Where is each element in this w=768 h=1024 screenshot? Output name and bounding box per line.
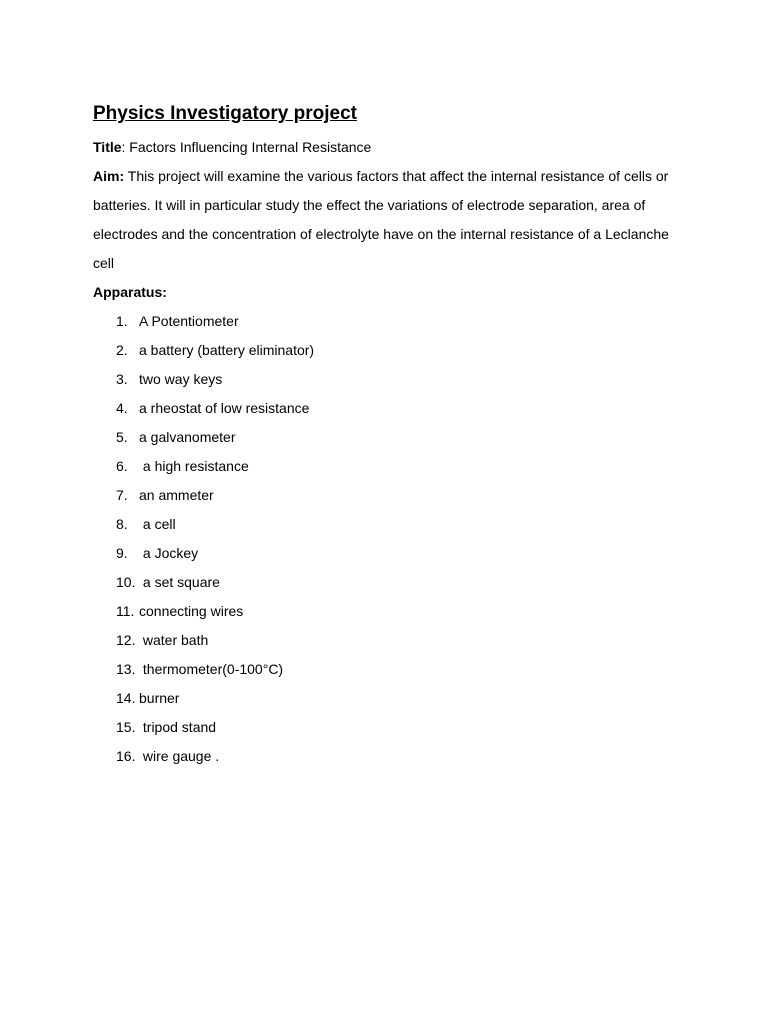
list-item-text: a cell — [139, 516, 176, 532]
list-item — [93, 394, 693, 423]
list-item-number: 2. — [116, 342, 128, 358]
list-item-number: 14. — [116, 690, 136, 706]
list-item-text: a set square — [139, 574, 220, 590]
aim-paragraph — [93, 162, 693, 278]
list-item — [93, 742, 693, 771]
list-item — [93, 626, 693, 655]
list-item-text: a rheostat of low resistance — [139, 400, 310, 416]
list-item-text: water bath — [139, 632, 209, 648]
list-item-number: 12. — [116, 632, 136, 648]
page-heading: Physics Investigatory project — [93, 103, 357, 124]
list-item-text: wire gauge . — [139, 748, 220, 764]
list-item-number: 9. — [116, 545, 128, 561]
list-item-text: burner — [139, 690, 180, 706]
list-item-text: an ammeter — [139, 487, 214, 503]
list-item-text: tripod stand — [139, 719, 217, 735]
title-label: Title — [93, 139, 122, 155]
list-item — [93, 336, 693, 365]
list-item-text: a Jockey — [139, 545, 199, 561]
list-item-text: a galvanometer — [139, 429, 236, 445]
list-item-number: 8. — [116, 516, 128, 532]
list-item — [93, 597, 693, 626]
list-item-text: two way keys — [139, 371, 223, 387]
list-item-number: 1. — [116, 313, 128, 329]
list-item — [93, 539, 693, 568]
aim-text: This project will examine the various factors that affect the internal resistance of cells or batteries. It will in particular study the effect the variations of electrode separation, area of electrodes and the concentration of electrolyte have on the internal resistance of a Leclanche cell — [93, 168, 669, 271]
list-item-number: 7. — [116, 487, 128, 503]
list-item — [93, 481, 693, 510]
aim-label: Aim: — [93, 168, 125, 184]
apparatus-list — [93, 307, 693, 771]
list-item-number: 3. — [116, 371, 128, 387]
list-item-text: connecting wires — [139, 603, 244, 619]
list-item-number: 11. — [116, 603, 135, 619]
list-item-number: 4. — [116, 400, 128, 416]
list-item-text: a battery (battery eliminator) — [139, 342, 315, 358]
document-page — [93, 100, 693, 771]
list-item — [93, 655, 693, 684]
apparatus-label: Apparatus: — [93, 284, 167, 300]
list-item-number: 15. — [116, 719, 136, 735]
list-item-number: 13. — [116, 661, 136, 677]
list-item-text: thermometer(0-100°C) — [139, 661, 284, 677]
list-item-text: A Potentiometer — [139, 313, 239, 329]
list-item-number: 6. — [116, 458, 128, 474]
list-item-text: a high resistance — [139, 458, 249, 474]
list-item — [93, 510, 693, 539]
title-text: : Factors Influencing Internal Resistance — [121, 139, 372, 155]
title-line — [93, 133, 693, 162]
list-item — [93, 568, 693, 597]
list-item-number: 16. — [116, 748, 136, 764]
list-item-number: 10. — [116, 574, 136, 590]
list-item — [93, 423, 693, 452]
list-item — [93, 684, 693, 713]
list-item — [93, 713, 693, 742]
list-item-number: 5. — [116, 429, 128, 445]
list-item — [93, 452, 693, 481]
list-item — [93, 307, 693, 336]
list-item — [93, 365, 693, 394]
